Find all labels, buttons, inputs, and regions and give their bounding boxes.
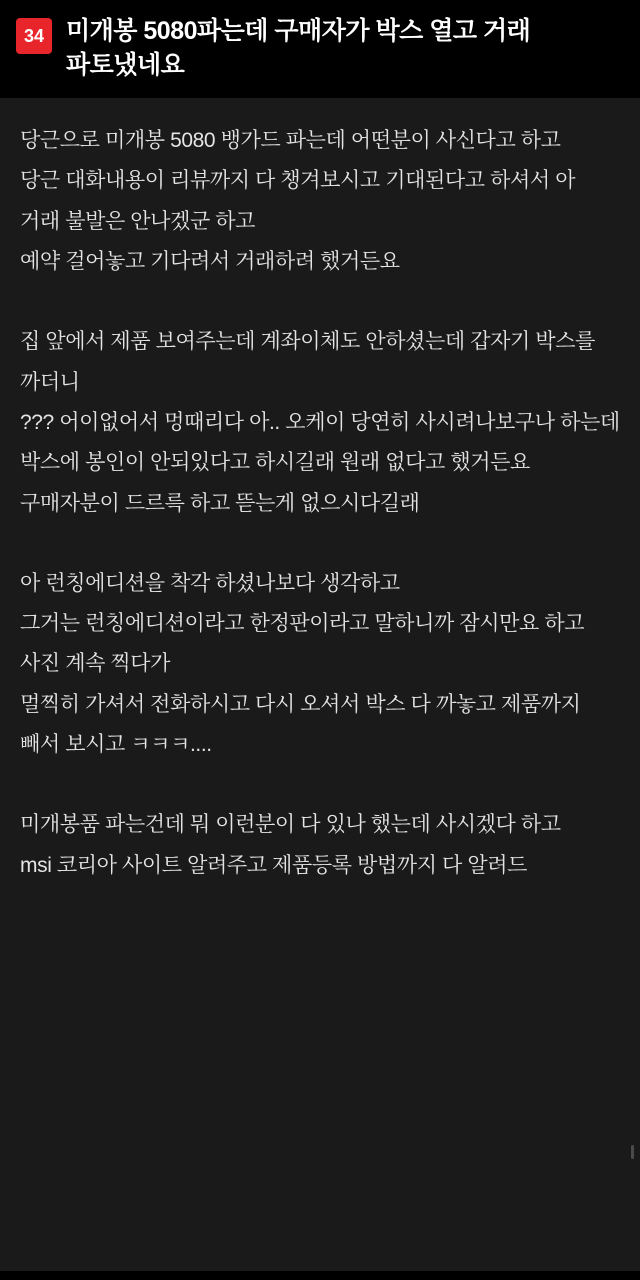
- post-paragraph-8: 아 런칭에디션을 착각 하셨나보다 생각하고: [20, 571, 400, 595]
- post-paragraph-2: 당근 대화내용이 리뷰까지 다 챙겨보시고 기대된다고 하셔서 아 거래 불발은 안나겠군 하고: [20, 169, 581, 233]
- post-paragraph-1: 당근으로 미개봉 5080 뱅가드 파는데 어떤분이 사신다고 하고: [20, 129, 561, 152]
- post-header: [0, 0, 640, 99]
- post-paragraph-3: 예약 걸어놓고 기다려서 거래하려 했거든요: [20, 249, 400, 273]
- post-paragraph-9: 그거는 런칭에디션이라고 한정판이라고 말하니까 잠시만요 하고 사진 계속 찍다가: [20, 612, 590, 676]
- post-paragraph-12: msi 코리아 사이트 알려주고 제품등록 방법까지 다 알려드: [20, 853, 527, 877]
- paragraph-gap: [20, 765, 620, 805]
- post-paragraph-6: 박스에 봉인이 안되있다고 하시길래 원래 없다고 했거든요: [20, 451, 530, 475]
- paragraph-gap: [20, 282, 620, 322]
- post-paragraph-5: ??? 어이없어서 멍때리다 아.. 오케이 당연히 사시려나보구나 하는데: [20, 410, 620, 434]
- post-paragraph-11: 미개봉품 파는건데 뭐 이런분이 다 있나 했는데 사시겠다 하고: [20, 813, 561, 837]
- post-paragraph-4: 집 앞에서 제품 보여주는데 계좌이체도 안하셨는데 갑자기 박스를 까더니: [20, 330, 601, 394]
- paragraph-gap: [20, 524, 620, 564]
- scrollbar-indicator[interactable]: [631, 1145, 634, 1159]
- page-title: 미개봉 5080파는데 구매자가 박스 열고 거래 파토냈네요: [66, 17, 531, 79]
- post-body: [0, 99, 640, 1271]
- post-paragraph-7: 구매자분이 드르륵 하고 뜯는게 없으시다길래: [20, 491, 420, 515]
- post-paragraph-10: 멀찍히 가셔서 전화하시고 다시 오셔서 박스 다 까놓고 제품까지 빼서 보시고 ㅋㅋㅋ....: [20, 692, 586, 757]
- comment-count-badge: 34: [16, 18, 52, 54]
